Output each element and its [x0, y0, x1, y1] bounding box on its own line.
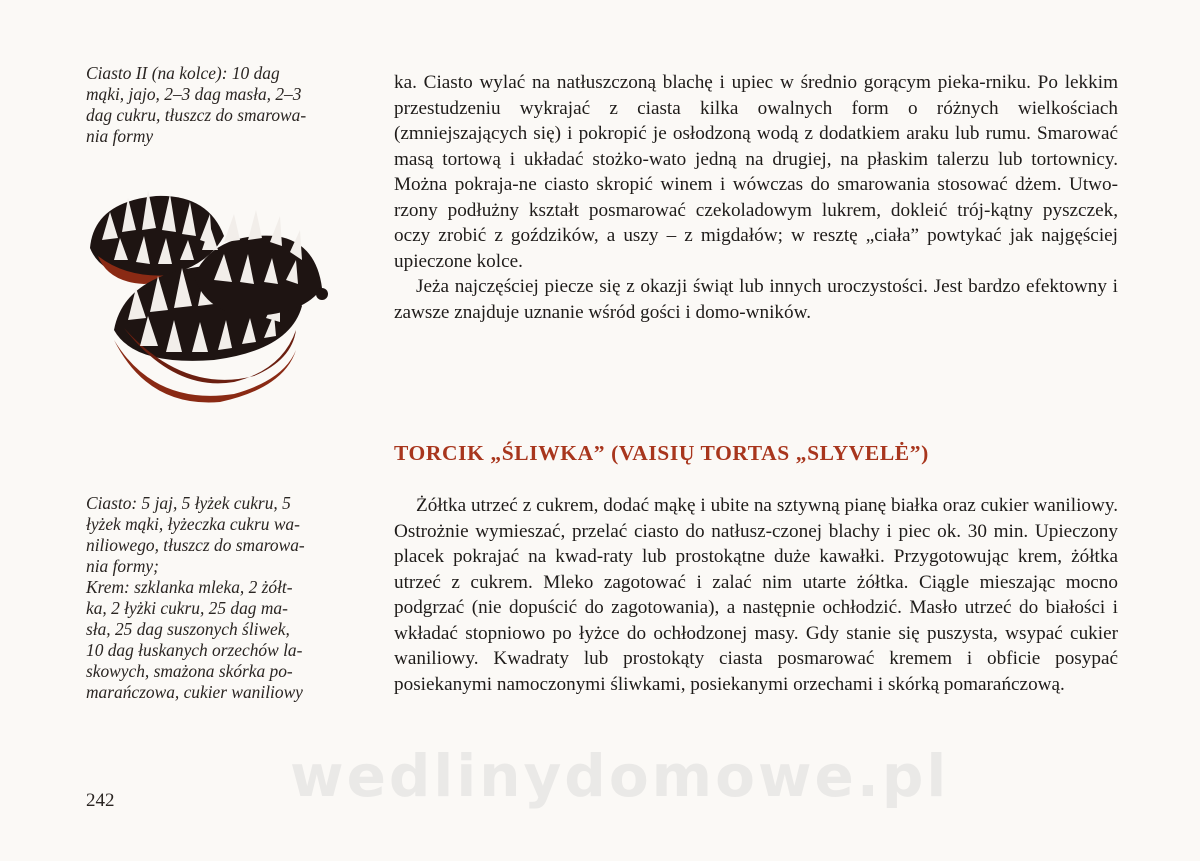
- paragraph-hedgehog-method: ka. Ciasto wylać na natłuszczoną blachę i upiec w średnio gorącym pieka-rniku. Po lekkim przestudzeniu wykrajać z ciasta kilka owalnych form o różnych wielkościach (zmniejszających się) i pokropić je osłodzoną wodą z dodatkiem araku lub rumu. Smarować masą tortową i układać stożko-wato jedną na drugiej, na płaskim talerzu lub tortownicy. Można pokraja-ne ciasto skropić winem i wówczas do smarowania stosować dżem. Utwo-rzony podłużny kształt posmarować czekoladowym lukrem, dokleić trój-kątny pyszczek, oczy zrobić z goździków, a uszy – z migdałów; w resztę „ciała” powtykać jak najgęściej upieczone kolce.: [394, 72, 1118, 272]
- paragraph-hedgehog-occasion: Jeża najczęściej piecze się z okazji świąt lub innych uroczystości. Jest bardzo efektowny i zawsze znajduje uznanie wśród gości i domo-wników.: [394, 276, 1118, 323]
- hedgehog-cakes-icon: [84, 180, 344, 410]
- recipe-text-continued: [394, 70, 1118, 325]
- paragraph-sliwka-method: Żółtka utrzeć z cukrem, dodać mąkę i ubite na sztywną pianę białka oraz cukier waniliowy. Ostrożnie wymieszać, przelać ciasto do natłusz-czonej blachy i piec ok. 30 min. Upieczony placek pokrajać na kwad-raty lub prostokątne duże kawałki. Przygotowując krem, żółtka utrzeć z cukrem. Mleko zagotować i zalać nim utarte żółtka. Ciągle mieszając mocno podgrzać (nie dopuścić do zagotowania), a następnie ochłodzić. Masło utrzeć do białości i wkładać stopniowo po łyżce do ochłodzonej masy. Gdy stanie się puszysta, wsypać cukier waniliowy. Kwadraty lub prostokąty ciasta posmarować kremem i obficie posypać posiekanymi namoczonymi śliwkami, posiekanymi orzechami i skórką pomarańczową.: [394, 495, 1118, 695]
- recipe-heading: TORCIK „ŚLIWKA” (VAISIŲ TORTAS „SLYVELĖ”): [394, 441, 929, 465]
- ingredients-note-2: [86, 493, 368, 703]
- ingredients-note-2-text: Ciasto: 5 jaj, 5 łyżek cukru, 5 łyżek mąki, łyżeczka cukru wa- niliowego, tłuszcz do smarowa- nia formy; Krem: szklanka mleka, 2 żółt- ka, 2 łyżki cukru, 25 dag ma- sła, 25 dag suszonych śliwek, 10 dag łuskanych orzechów la- skowych, smażona skórka po- marańczowa, cukier waniliowy: [86, 493, 305, 702]
- ingredients-note-1: [86, 63, 368, 147]
- page-number: 242: [86, 790, 115, 811]
- ingredients-note-1-text: Ciasto II (na kolce): 10 dag mąki, jajo, 2–3 dag masła, 2–3 dag cukru, tłuszcz do smarowa- nia formy: [86, 63, 307, 146]
- recipe-text-sliwka: [394, 493, 1118, 697]
- watermark: wedlinydomowe.pl: [290, 742, 950, 810]
